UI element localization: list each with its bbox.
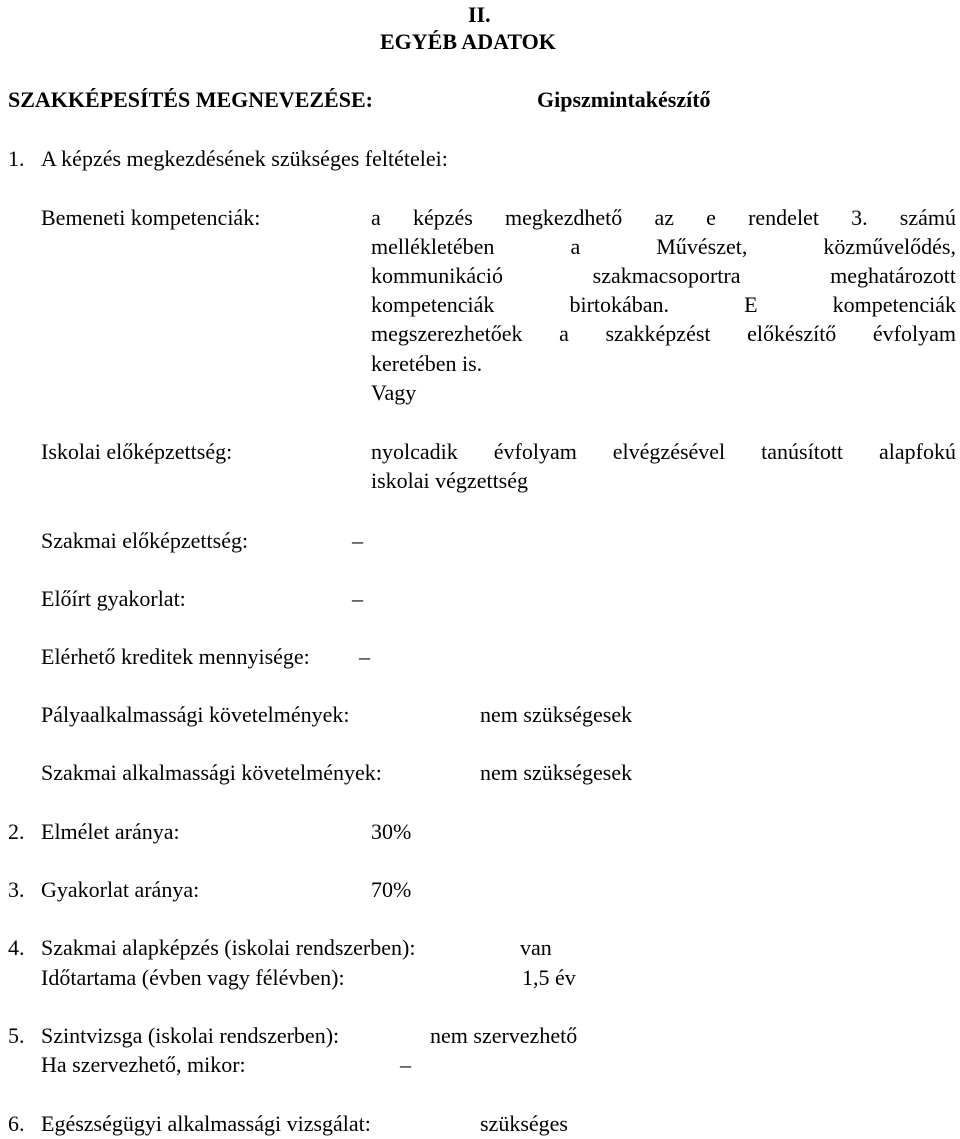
entry-competencies-line: mellékletében a Művészet, közművelődés,: [371, 234, 956, 259]
entry-competencies-last-line: keretében is.: [371, 351, 483, 376]
item1-number: 1.: [8, 146, 25, 171]
required-practice-value: –: [352, 586, 363, 611]
professional-requirements-value: nem szükségesek: [480, 760, 633, 785]
item6-number: 6.: [8, 1111, 25, 1136]
item5-number: 5.: [8, 1023, 25, 1048]
practice-ratio-value: 70%: [371, 877, 412, 902]
school-prerequisite-line2: iskolai végzettség: [371, 468, 529, 493]
school-prerequisite-label: Iskolai előképzettség:: [41, 439, 233, 464]
career-requirements-label: Pályaalkalmassági követelmények:: [41, 702, 350, 727]
duration-label: Időtartama (évben vagy félévben):: [41, 965, 345, 990]
basic-training-value: van: [520, 935, 552, 960]
level-exam-value: nem szervezhető: [430, 1023, 578, 1048]
level-exam-when-value: –: [400, 1052, 411, 1077]
duration-value: 1,5 év: [522, 965, 576, 990]
level-exam-label: Szintvizsga (iskolai rendszerben):: [41, 1023, 340, 1048]
section-number: II.: [468, 2, 491, 27]
qualification-value: Gipszmintakészítő: [537, 87, 711, 112]
qualification-label: SZAKKÉPESÍTÉS MEGNEVEZÉSE:: [8, 87, 373, 112]
professional-prerequisite-label: Szakmai előképzettség:: [41, 528, 249, 553]
section-title: EGYÉB ADATOK: [380, 29, 556, 54]
professional-prerequisite-value: –: [352, 528, 363, 553]
entry-competencies-label: Bemeneti kompetenciák:: [41, 205, 261, 230]
professional-requirements-label: Szakmai alkalmassági követelmények:: [41, 760, 382, 785]
item1-title: A képzés megkezdésének szükséges feltételei:: [41, 146, 448, 171]
entry-competencies-line: megszerezhetőek a szakképzést előkészítő évfolyam: [371, 321, 956, 346]
entry-competencies-line: kommunikáció szakmacsoportra meghatározott: [371, 263, 956, 288]
credits-label: Elérhető kreditek mennyisége:: [41, 644, 310, 669]
entry-competencies-line: a képzés megkezdhető az e rendelet 3. számú: [371, 205, 956, 230]
theory-ratio-label: Elmélet aránya:: [41, 819, 180, 844]
level-exam-when-label: Ha szervezhető, mikor:: [41, 1052, 246, 1077]
school-prerequisite-line1: nyolcadik évfolyam elvégzésével tanúsított alapfokú: [371, 439, 956, 464]
item4-number: 4.: [8, 935, 25, 960]
health-exam-value: szükséges: [480, 1111, 568, 1136]
health-exam-label: Egészségügyi alkalmassági vizsgálat:: [41, 1111, 371, 1136]
item2-number: 2.: [8, 819, 25, 844]
career-requirements-value: nem szükségesek: [480, 702, 633, 727]
entry-competencies-or: Vagy: [371, 380, 417, 405]
item3-number: 3.: [8, 877, 25, 902]
required-practice-label: Előírt gyakorlat:: [41, 586, 186, 611]
basic-training-label: Szakmai alapképzés (iskolai rendszerben):: [41, 935, 416, 960]
practice-ratio-label: Gyakorlat aránya:: [41, 877, 200, 902]
entry-competencies-line: kompetenciák birtokában. E kompetenciák: [371, 292, 956, 317]
theory-ratio-value: 30%: [371, 819, 412, 844]
credits-value: –: [359, 644, 370, 669]
